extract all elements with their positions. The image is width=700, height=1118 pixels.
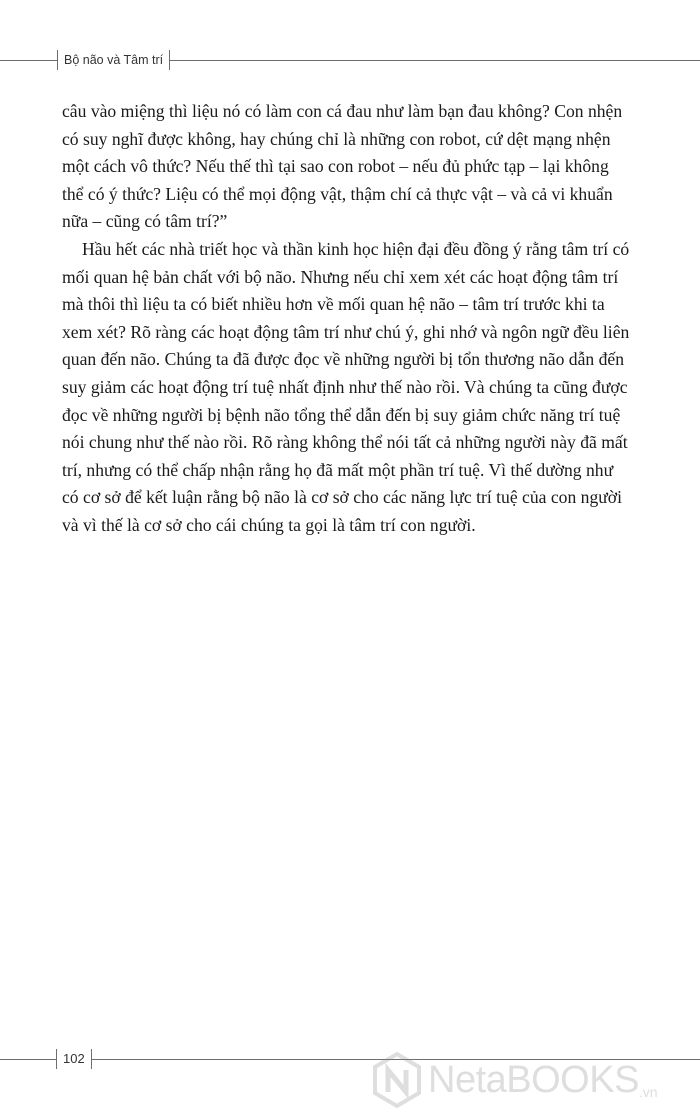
- paragraph-continued: câu vào miệng thì liệu nó có làm con cá đau như làm bạn đau không? Con nhện có suy nghĩ được không, hay chúng chỉ là những con robot, cứ dệt mạng nhện một cách vô thức? Nếu thế thì tại sao con robot – nếu đủ phức tạp – lại không thể có ý thức? Liệu có thể mọi động vật, thậm chí cả thực vật – và cả vi khuẩn nữa – cũng có tâm trí?”: [62, 101, 623, 232]
- paragraph: Hầu hết các nhà triết học và thần kinh học hiện đại đều đồng ý rằng tâm trí có mối quan hệ bản chất với bộ não. Nhưng nếu chỉ xem xét các hoạt động tâm trí mà thôi thì liệu ta có biết nhiều hơn về mối quan hệ não – tâm trí trước khi ta xem xét? Rõ ràng các hoạt động tâm trí như chú ý, ghi nhớ và ngôn ngữ đều liên quan đến não. Chúng ta đã được đọc về những người bị tổn thương não dẫn đến suy giảm các hoạt động trí tuệ nhất định như thế nào rồi. Và chúng ta cũng được đọc về những người bị bệnh não tổng thể dẫn đến bị suy giảm chức năng trí tuệ nói chung như thế nào rồi. Rõ ràng không thể nói tất cả những người này đã mất trí, nhưng có thể chấp nhận rằng họ đã mất một phần trí tuệ. Vì thế dường như có cơ sở để kết luận rằng bộ não là cơ sở cho các năng lực trí tuệ của con người và vì thế là cơ sở cho cái chúng ta gọi là tâm trí con người.: [62, 238, 630, 535]
- body-text: [62, 98, 630, 540]
- watermark-brand: NetaBOOKS: [428, 1058, 639, 1101]
- running-title: Bộ não và Tâm trí: [57, 50, 170, 70]
- netabooks-logo-icon: [372, 1052, 422, 1108]
- watermark: [372, 1052, 658, 1108]
- watermark-suffix: .vn: [638, 1084, 658, 1100]
- page-number: 102: [56, 1049, 92, 1069]
